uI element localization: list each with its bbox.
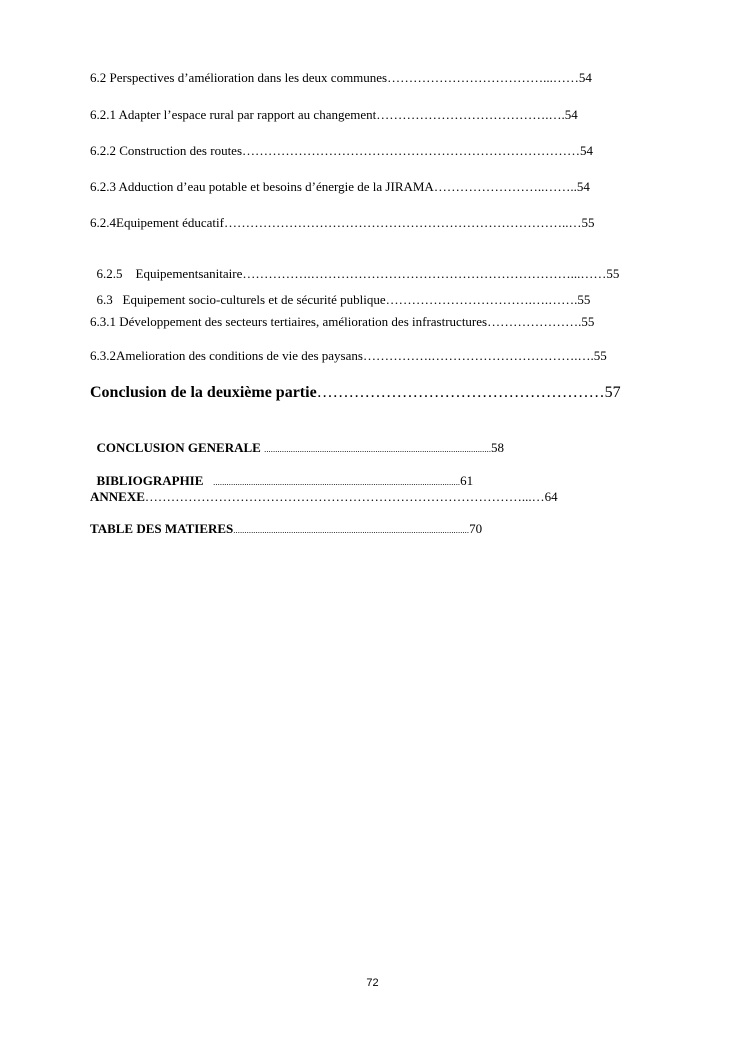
toc-leader: ............................................................................................................... — [213, 477, 461, 487]
toc-page: 57 — [604, 384, 621, 401]
toc-page: 55 — [581, 314, 595, 329]
toc-label: BIBLIOGRAPHIE — [96, 473, 214, 488]
toc-line-conclusion-generale — [90, 424, 504, 457]
toc-leader: ...................................................................................................... — [264, 444, 492, 454]
toc-leader: …………………………….….……. — [385, 292, 578, 307]
toc-label: Conclusion de la deuxième partie — [90, 384, 317, 401]
toc-line-6-3-1 — [90, 314, 594, 330]
toc-leader: …………….……………………………………………………...…… — [242, 266, 607, 281]
toc-line-6-2-4 — [90, 215, 594, 231]
toc-leader: …………….…………………………….…. — [362, 348, 594, 363]
toc-line-annexe — [90, 489, 558, 505]
toc-line-conclusion-deuxieme-partie — [90, 383, 621, 403]
toc-label: 6.3.2Amelioration des conditions de vie des paysans — [90, 348, 363, 363]
toc-page: 64 — [544, 489, 558, 504]
toc-line-6-2-3 — [90, 179, 590, 195]
toc-page: 55 — [593, 348, 607, 363]
toc-page: 54 — [576, 179, 590, 194]
toc-leader: ………………………………….… — [376, 107, 562, 122]
toc-page: 58 — [491, 440, 505, 455]
toc-line-6-2 — [90, 70, 592, 86]
toc-label: 6.2.1 Adapter l’espace rural par rapport au changement — [90, 107, 377, 122]
toc-leader: ……………………………………………………………………..… — [223, 215, 582, 230]
toc-label: ANNEXE — [90, 489, 145, 504]
toc-label: 6.3 Equipement socio-culturels et de sécurité publique — [96, 292, 386, 307]
toc-label: 6.2.2 Construction des routes — [90, 143, 243, 158]
toc-label: 6.3.1 Développement des secteurs tertiaires, amélioration des infrastructures — [90, 314, 488, 329]
toc-page: 61 — [460, 473, 474, 488]
toc-page: 70 — [469, 521, 483, 536]
toc-label: CONCLUSION GENERALE — [96, 440, 265, 455]
toc-page: 55 — [606, 266, 620, 281]
toc-leader: ……………………………………………………………………………...… — [144, 489, 545, 504]
toc-line-6-3-2 — [90, 348, 607, 364]
toc-page: 54 — [580, 143, 594, 158]
toc-page: 54 — [578, 70, 592, 85]
toc-line-bibliographie — [90, 457, 473, 490]
toc-leader: …………………………………………………………………… — [242, 143, 581, 158]
toc-leader: ………………………………...…… — [387, 70, 579, 85]
toc-line-6-2-2 — [90, 143, 593, 159]
page-number: 72 — [366, 977, 379, 989]
toc-label: 6.2.5 Equipementsanitaire — [96, 266, 243, 281]
toc-leader: ……………………………………………… — [316, 384, 605, 401]
toc-line-6-2-1 — [90, 107, 578, 123]
toc-label: 6.2.3 Adduction d’eau potable et besoins d’énergie de la JIRAMA — [90, 179, 434, 194]
toc-page: 55 — [577, 292, 591, 307]
toc-page: .54 — [561, 107, 578, 122]
toc-line-table-des-matieres — [90, 521, 482, 538]
toc-line-6-3 — [90, 276, 590, 308]
toc-leader: .......................................................................................................... — [233, 525, 470, 535]
toc-label: 6.2.4Equipement éducatif — [90, 215, 224, 230]
toc-page: 55 — [581, 215, 595, 230]
toc-leader: ……………………..…….. — [433, 179, 577, 194]
toc-leader: …………………. — [487, 314, 582, 329]
toc-label: TABLE DES MATIERES — [90, 521, 234, 536]
toc-label: 6.2 Perspectives d’amélioration dans les deux communes — [90, 70, 388, 85]
